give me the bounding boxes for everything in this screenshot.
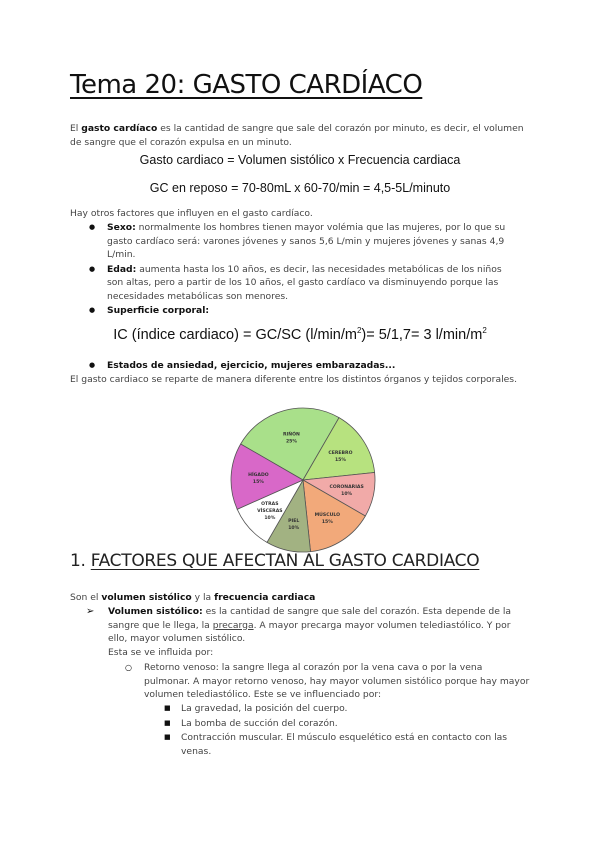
ic-formula-sup: 2 [482, 326, 487, 335]
factor-estados [80, 359, 520, 373]
factor-text: normalmente los hombres tienen mayor volémia que las mujeres, por lo que su gasto cardíaco será: varones jóvenes y sanos 5,6 L/min y mujeres jóvenes y sanas 4,9 L/min. [107, 222, 506, 260]
factor-edad [80, 263, 520, 304]
vs-note: Esta se ve influida por: [108, 646, 214, 658]
intro-text: Son el [70, 592, 102, 603]
formula-gasto-cardiaco: Gasto cardiaco = Volumen sistólico x Frecuencia cardiaca [139, 153, 461, 167]
volumen-sistolico-item [86, 605, 526, 659]
list-item: ■ Contracción muscular. El músculo esquelético está en contacto con las venas. [162, 731, 527, 758]
vs-text: es la cantidad de sangre que sale del corazón. Esta depende de la sangre que le llega, la [108, 606, 512, 631]
vs-underlined-term: precarga [212, 619, 254, 631]
formula-indice-cardiaco [0, 326, 600, 343]
ic-formula-part: IC (índice cardiaco) = GC/SC (l/min/m [113, 326, 357, 343]
intro-rest: es la cantidad de sangre que sale del corazón por minuto, es decir, el volumen de sangre que el corazón expulsa en un minuto. [70, 123, 524, 148]
ic-formula-sup: 2 [356, 326, 362, 335]
states-list [80, 359, 520, 374]
section-title: FACTORES QUE AFECTAN AL GASTO CARDIACO [90, 551, 480, 571]
factors-intro: Hay otros factores que influyen en el gasto cardíaco. [70, 208, 313, 219]
section-1-heading [70, 551, 479, 571]
pie-category-label: OTRAS [261, 501, 279, 507]
vs-text: . A mayor precarga mayor volumen telediastólico. Y por ello, mayor volumen sistólico. [108, 619, 511, 644]
page-title: Tema 20: GASTO CARDÍACO [70, 70, 423, 100]
venous-return-text: Retorno venoso: la sangre llega al corazón por la vena cava o por la vena pulmonar. A mayor retorno venoso, hay mayor volumen sistólico porque hay mayor volumen telediastólico. Este se ve influenciado por: [144, 662, 530, 700]
intro-bold-term: gasto cardíaco [81, 123, 158, 134]
pie-category-label: CEREBRO [328, 451, 353, 457]
pie-value-label: 25% [285, 439, 297, 445]
pie-category-label: VÍSCERAS [257, 508, 283, 514]
states-label: Estados de ansiedad, ejercicio, mujeres embarazadas... [107, 360, 396, 371]
intro-text: y la [191, 592, 215, 603]
cardiac-output-pie-chart [213, 390, 393, 570]
vs-label: Volumen sistólico: [108, 606, 203, 617]
pie-value-label: 15% [334, 458, 346, 464]
pie-category-label: CORONARIAS [329, 484, 364, 490]
factor-sexo [80, 221, 520, 262]
intro-paragraph [70, 122, 530, 149]
factor-label: Superficie corporal: [107, 305, 210, 316]
pie-value-label: 15% [252, 480, 264, 486]
list-item: ■ La gravedad, la posición del cuerpo. [162, 702, 527, 716]
section-1-intro [70, 591, 530, 605]
section-number: 1. [70, 551, 91, 571]
distribution-text: El gasto cardiaco se reparte de manera diferente entre los distintos órganos y tejidos corporales. [70, 374, 517, 385]
factors-list [80, 221, 520, 319]
pie-value-label: 10% [264, 515, 276, 521]
pie-category-label: RIÑÓN [283, 432, 300, 438]
pie-value-label: 10% [288, 526, 300, 532]
factor-superficie [80, 304, 520, 318]
arrow-bullet-icon: ➢ [86, 606, 95, 617]
intro-bold: volumen sistólico [101, 592, 192, 603]
intro-prefix: El [70, 123, 82, 134]
pie-value-label: 10% [341, 491, 353, 497]
pie-value-label: 15% [321, 519, 333, 525]
formula-gc-reposo: GC en reposo = 70-80mL x 60-70/min = 4,5-5L/minuto [149, 181, 451, 195]
factor-text: aumenta hasta los 10 años, es decir, las necesidades metabólicas de los niños son altas, pero a partir de los 10 años, el gasto cardíaco va disminuyendo porque las necesidades metabólicas son menores. [107, 263, 502, 302]
pie-category-label: HÍGADO [248, 473, 269, 479]
factor-label: Edad: [107, 263, 137, 275]
ic-formula-part: )= 5/1,7= 3 l/min/m [361, 326, 483, 343]
list-item: ■ La bomba de succión del corazón. [162, 717, 527, 731]
venous-return-factors [162, 702, 527, 759]
pie-category-label: PIEL [288, 519, 300, 525]
intro-bold: frecuencia cardiaca [214, 592, 316, 603]
circle-bullet-icon: ○ [125, 663, 132, 672]
factor-label: Sexo: [107, 222, 136, 233]
retorno-venoso-item [125, 661, 530, 702]
pie-category-label: MÚSCULO [314, 512, 341, 518]
